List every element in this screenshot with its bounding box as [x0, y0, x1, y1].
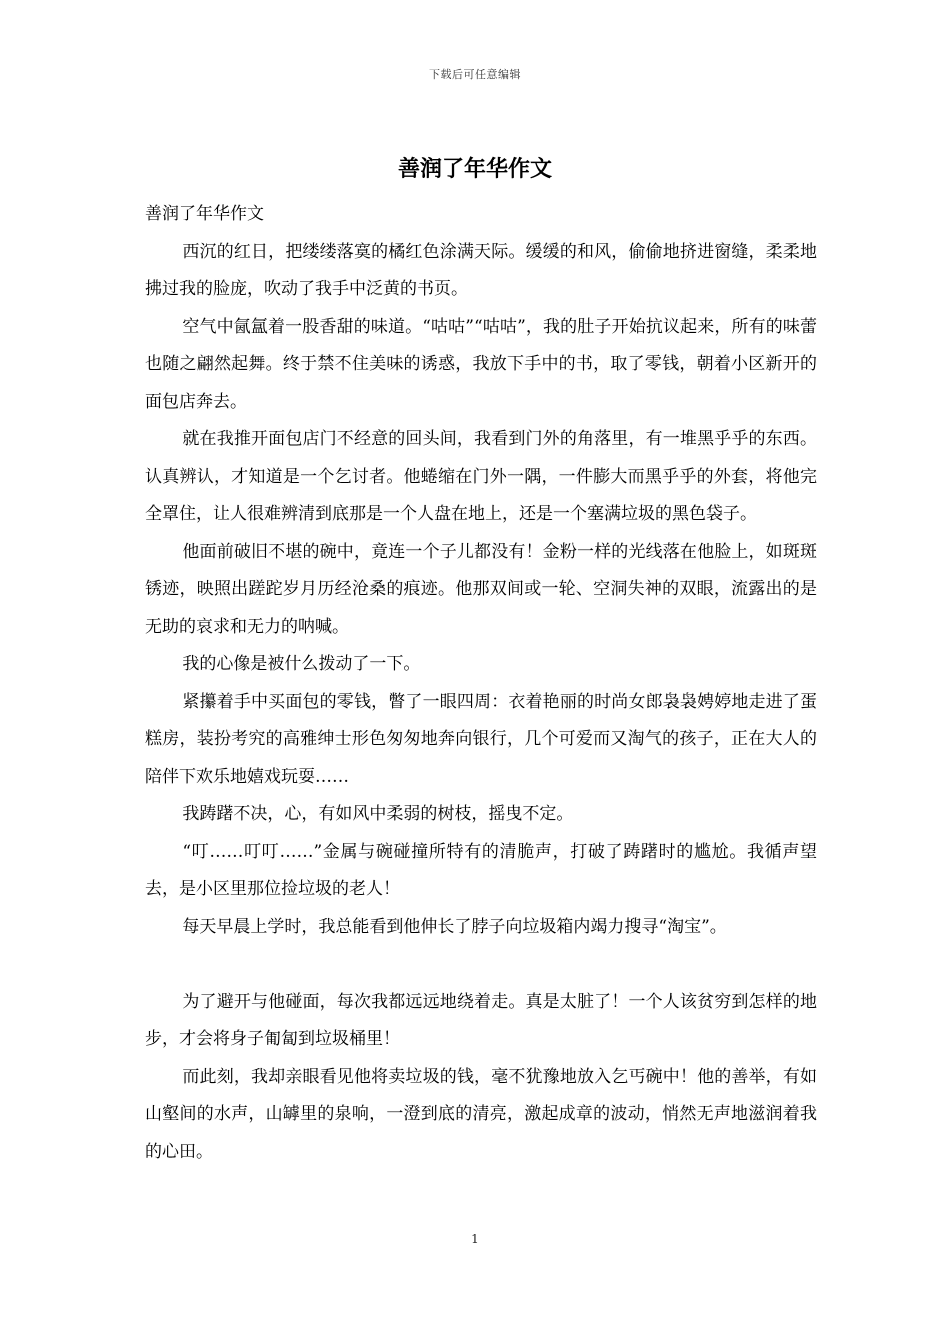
- paragraph: 我踌躇不决，心，有如风中柔弱的树枝，摇曳不定。: [182, 804, 574, 824]
- article-body: [145, 196, 817, 1171]
- paragraph: 就在我推开面包店门不经意的回头间，我看到门外的角落里，有一堆黑乎乎的东西。认真辨认，才知道是一个乞讨者。他蜷缩在门外一隅，一件膨大而黑乎乎的外套，将他完全罩住，让人很难辨清到底那是一个人盘在地上，还是一个塞满垃圾的黑色袋子。: [145, 429, 817, 524]
- paragraph: 每天早晨上学时，我总能看到他伸长了脖子向垃圾箱内竭力搜寻“淘宝”。: [182, 916, 727, 937]
- subtitle-line: 善润了年华作文: [145, 204, 264, 224]
- blank-line: [145, 946, 817, 984]
- page-number: 1: [471, 1232, 479, 1246]
- paragraph: 紧攥着手中买面包的零钱，瞥了一眼四周：衣着艳丽的时尚女郎袅袅娉婷地走进了蛋糕房，装扮考究的高雅绅士形色匆匆地奔向银行，几个可爱而又淘气的孩子，正在大人的陪伴下欢乐地嬉戏玩耍……: [145, 691, 817, 787]
- paragraph: 为了避开与他碰面，每次我都远远地绕着走。真是太脏了！一个人该贫穷到怎样的地步，才会将身子匍匐到垃圾桶里！: [145, 991, 817, 1049]
- paragraph: 而此刻，我却亲眼看见他将卖垃圾的钱，毫不犹豫地放入乞丐碗中！他的善举，有如山壑间的水声，山罅里的泉响，一澄到底的清亮，激起成章的波动，悄然无声地滋润着我的心田。: [145, 1066, 817, 1162]
- paragraph: 他面前破旧不堪的碗中，竟连一个子儿都没有！金粉一样的光线落在他脸上，如斑斑锈迹，映照出蹉跎岁月历经沧桑的痕迹。他那双间或一轮、空洞失神的双眼，流露出的是无助的哀求和无力的呐喊。: [145, 541, 817, 637]
- paragraph: 西沉的红日，把缕缕落寞的橘红色涂满天际。缓缓的和风，偷偷地挤进窗缝，柔柔地拂过我的脸庞，吹动了我手中泛黄的书页。: [145, 241, 817, 299]
- page-title: 善润了年华作文: [397, 157, 552, 182]
- paragraph: 空气中氤氲着一股香甜的味道。“咕咕”“咕咕”，我的肚子开始抗议起来，所有的味蕾也随之翩然起舞。终于禁不住美味的诱惑，我放下手中的书，取了零钱，朝着小区新开的面包店奔去。: [145, 316, 817, 412]
- paragraph: “叮……叮叮……”金属与碗碰撞所特有的清脆声，打破了踌躇时的尴尬。我循声望去，是小区里那位捡垃圾的老人！: [145, 841, 817, 899]
- paragraph: 我的心像是被什么拨动了一下。: [182, 654, 421, 674]
- header-note: 下载后可任意编辑: [429, 68, 521, 81]
